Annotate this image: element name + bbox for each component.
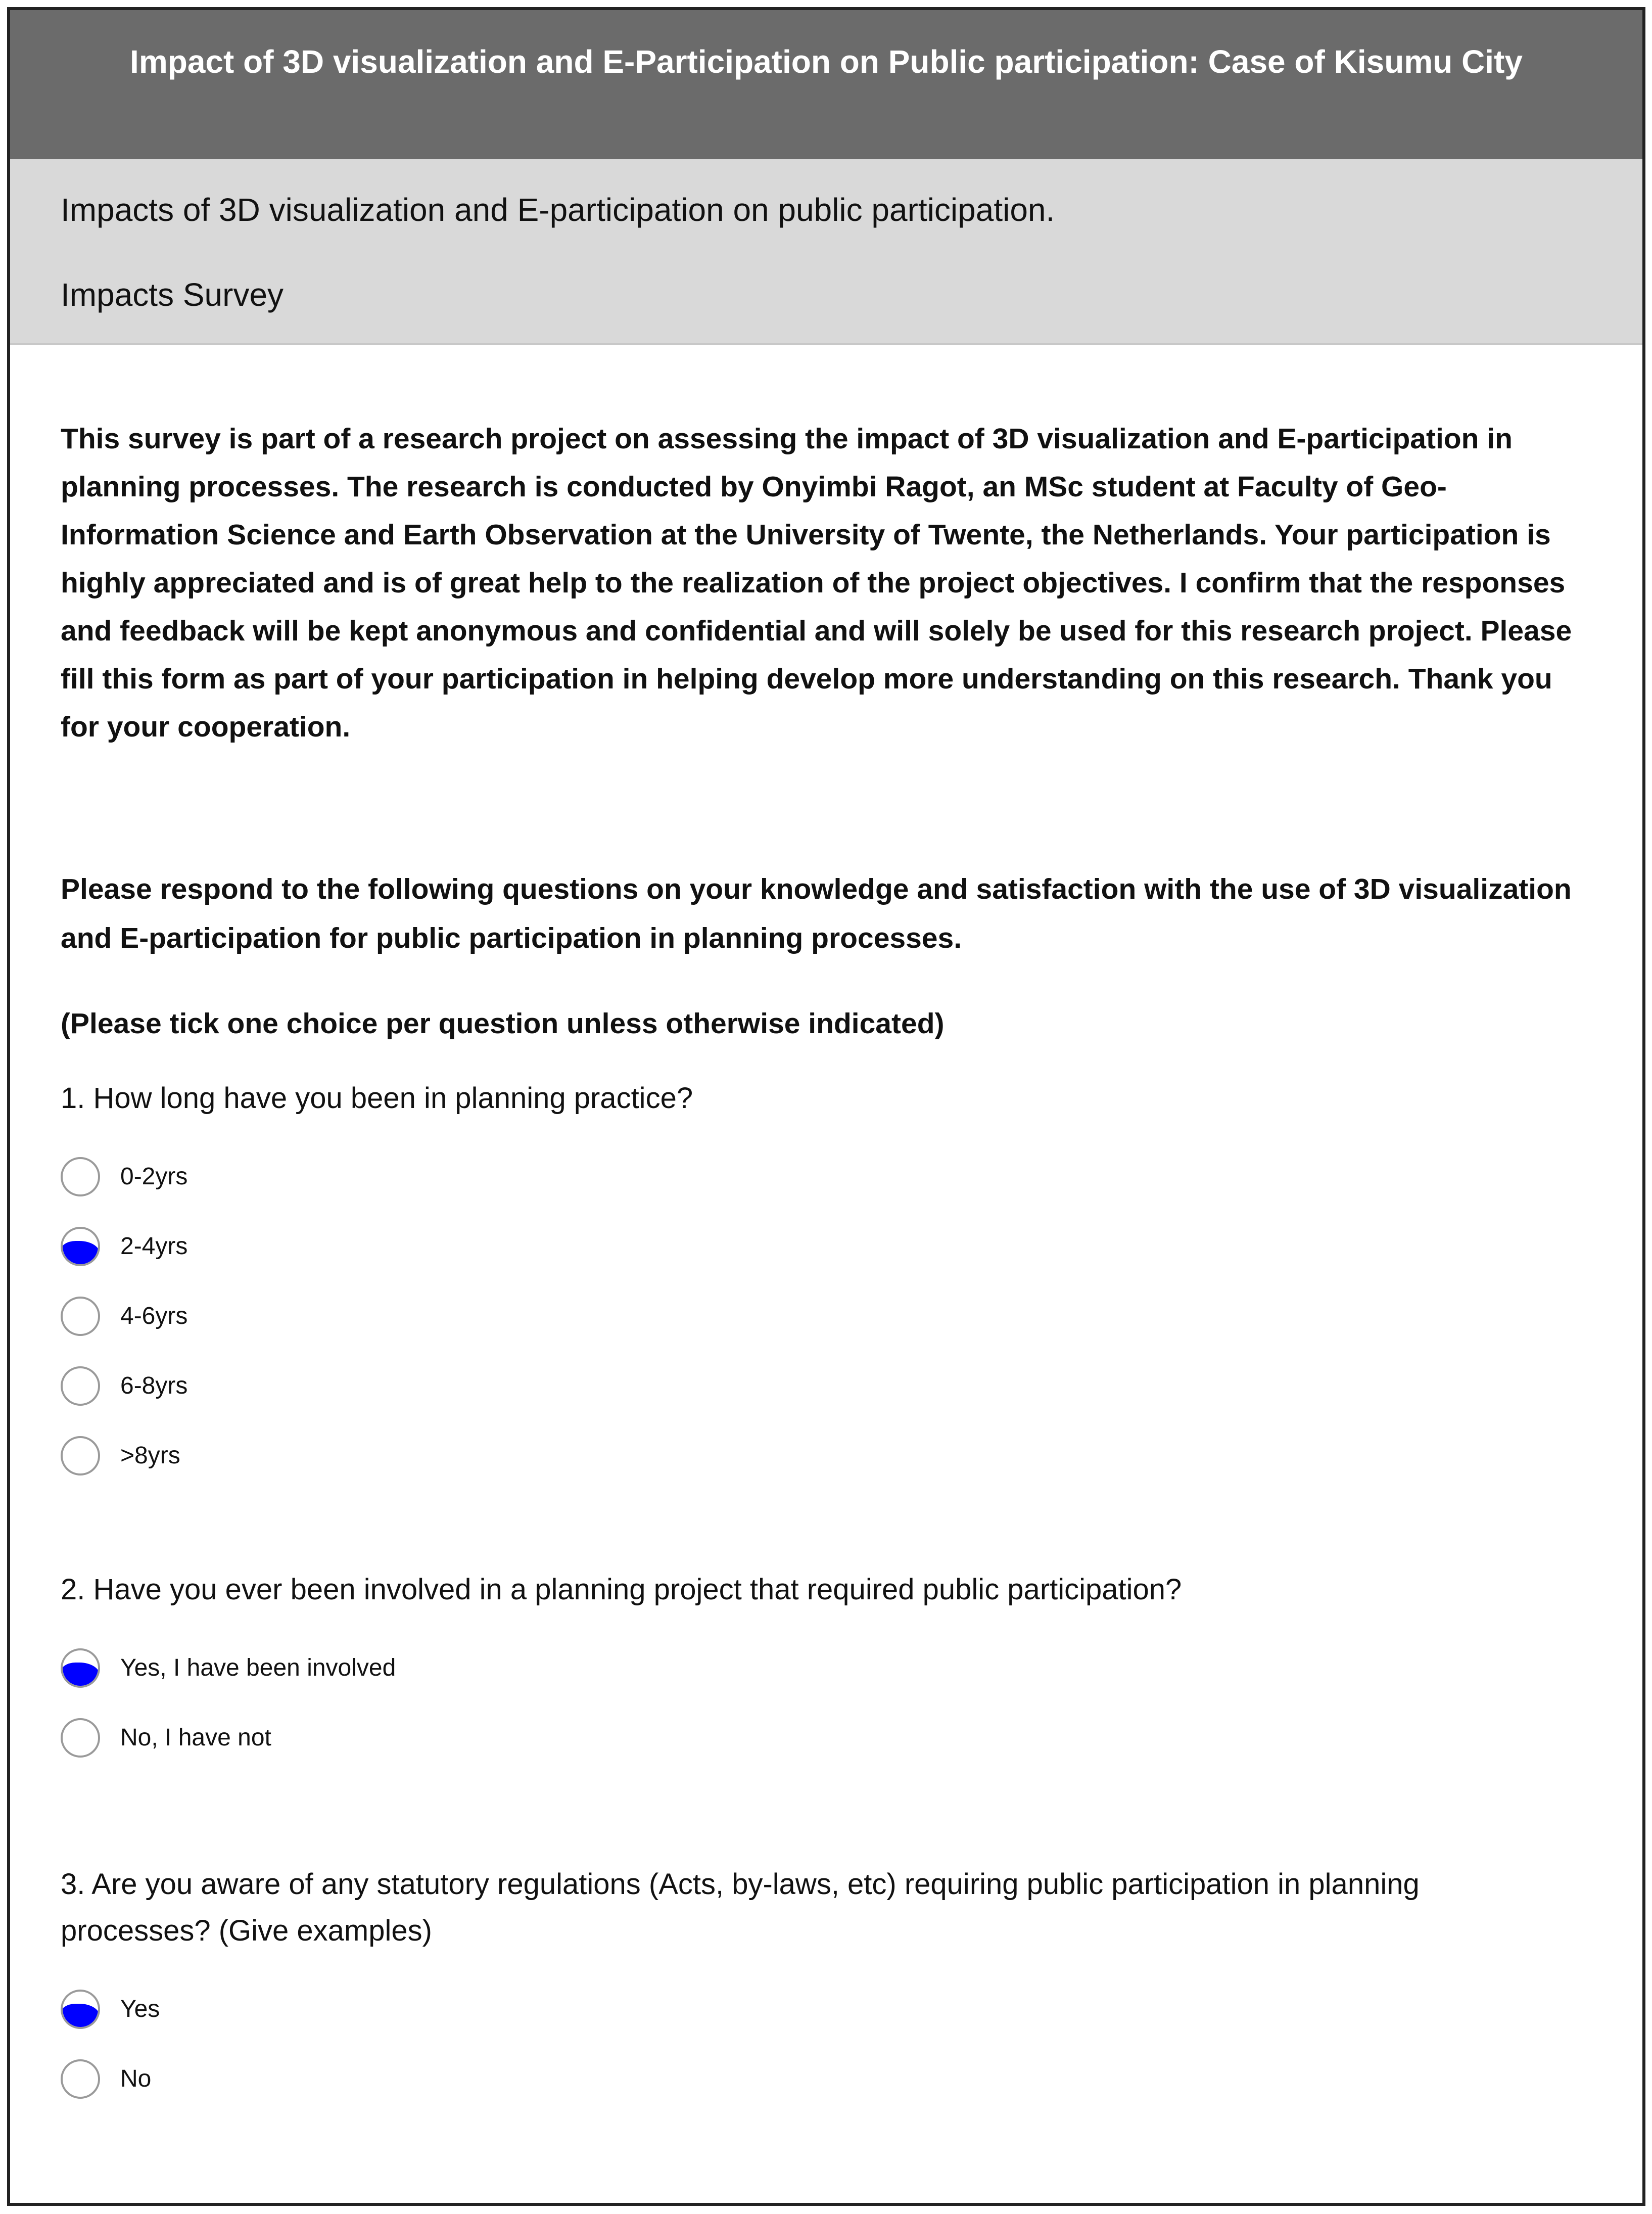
option-no[interactable] xyxy=(61,2044,1592,2114)
option-over-8yrs[interactable] xyxy=(61,1421,1592,1491)
question-2: 2. Have you ever been involved in a planning project that required public participation? xyxy=(61,1573,1182,1606)
tick-note: (Please tick one choice per question unless otherwise indicated) xyxy=(61,1007,945,1040)
option-yes[interactable] xyxy=(61,1974,1592,2044)
radio-button[interactable] xyxy=(61,1227,100,1266)
option-label: Yes xyxy=(120,1996,160,2022)
option-6-8yrs[interactable] xyxy=(61,1351,1592,1421)
option-label: Yes, I have been involved xyxy=(120,1654,396,1681)
option-label: 6-8yrs xyxy=(120,1372,188,1399)
question-1-options xyxy=(61,1142,1592,1491)
survey-form xyxy=(7,7,1645,2206)
option-0-2yrs[interactable] xyxy=(61,1142,1592,1212)
option-label: 4-6yrs xyxy=(120,1303,188,1329)
form-subtitle: Impacts of 3D visualization and E-participation on public participation. xyxy=(61,192,1055,228)
form-subheader xyxy=(10,159,1642,345)
option-4-6yrs[interactable] xyxy=(61,1281,1592,1351)
option-no-not-involved[interactable] xyxy=(61,1703,1592,1773)
question-3-options xyxy=(61,1974,1592,2114)
radio-button[interactable] xyxy=(61,2059,100,2099)
form-body xyxy=(10,345,1642,2114)
radio-button[interactable] xyxy=(61,1648,100,1688)
section-title: Impacts Survey xyxy=(61,276,284,313)
radio-button[interactable] xyxy=(61,1436,100,1475)
option-label: No, I have not xyxy=(120,1724,271,1751)
option-label: 2-4yrs xyxy=(120,1233,188,1260)
radio-button[interactable] xyxy=(61,1297,100,1336)
option-label: >8yrs xyxy=(120,1442,180,1469)
question-3: 3. Are you aware of any statutory regulations (Acts, by-laws, etc) requiring public participation in planning processes? (Give examples) xyxy=(61,1868,1420,1947)
form-header xyxy=(10,10,1642,159)
radio-button[interactable] xyxy=(61,1718,100,1758)
radio-button[interactable] xyxy=(61,1990,100,2029)
question-2-options xyxy=(61,1633,1592,1773)
form-title: Impact of 3D visualization and E-Participation on Public participation: Case of Kisumu City xyxy=(130,43,1523,80)
instruction-text: Please respond to the following questions on your knowledge and satisfaction with the use of 3D visualization and E-participation for public participation in planning processes. xyxy=(61,873,1572,954)
radio-button[interactable] xyxy=(61,1366,100,1406)
option-label: 0-2yrs xyxy=(120,1163,188,1190)
option-yes-involved[interactable] xyxy=(61,1633,1592,1703)
option-2-4yrs[interactable] xyxy=(61,1212,1592,1281)
radio-button[interactable] xyxy=(61,1157,100,1196)
option-label: No xyxy=(120,2065,152,2092)
question-1: 1. How long have you been in planning practice? xyxy=(61,1082,693,1115)
intro-text: This survey is part of a research project on assessing the impact of 3D visualization and E-participation in planning processes. The research is conducted by Onyimbi Ragot, an MSc student at Faculty of Geo-Information Science and Earth Observation at the University of Twente, the Netherlands. Your participation is highly appreciated and is of great help to the realization of the project objectives. I confirm that the responses and feedback will be kept anonymous and confidential and will solely be used for this research project. Please fill this form as part of your participation in helping develop more understanding on this research. Thank you for your cooperation. xyxy=(61,423,1572,743)
